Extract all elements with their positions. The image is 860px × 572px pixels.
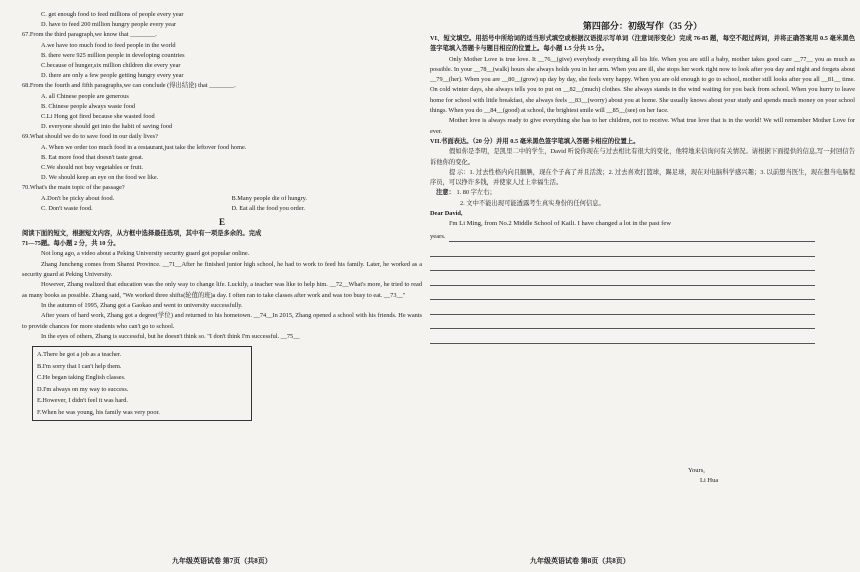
option-line: A.we have too much food to feed people in the world bbox=[41, 41, 176, 49]
question-67: 67.From the third paragraph,we know that ________. bbox=[22, 31, 157, 39]
letter-opening-cont: years. bbox=[430, 233, 446, 241]
option-line: D. We should keep an eye on the food we like. bbox=[41, 174, 159, 182]
closing: Yours, bbox=[688, 467, 705, 474]
passage-paragraph: Mother love is always ready to give everything she has to her children, not to receive. What true love that is in the world! We will remember Mother Love for ever. bbox=[430, 117, 855, 135]
section-vii-instruction: VII.书面表达。（20 分）并用 0.5 毫米黑色签字笔填入答题卡相应的位置上。 bbox=[430, 137, 640, 145]
part-four-heading: 第四部分：初级写作（35 分） bbox=[582, 21, 703, 31]
writing-line[interactable] bbox=[430, 242, 815, 257]
option-line: D. everyone should get into the habit of saving food bbox=[41, 123, 173, 131]
note-item: 2. 文中不能出现可能透露考生真实身份的任何信息。 bbox=[460, 199, 605, 207]
passage-paragraph: Zhang Juncheng comes from Shanxi Province. __71__After he finished junior high school, he had to work to feed his family. Later, he worked as a security guard at Peking University. bbox=[22, 260, 422, 279]
left-page bbox=[22, 0, 422, 572]
writing-line[interactable] bbox=[430, 300, 815, 315]
writing-line[interactable] bbox=[430, 286, 815, 301]
letter-signoff bbox=[688, 466, 718, 485]
passage-paragraph: Not long ago, a video about a Peking University security guard got popular online. bbox=[41, 250, 250, 258]
option-line: D. there are only a few people getting hungry every year bbox=[41, 72, 184, 80]
passage-paragraph: In the eyes of others, Zhang is successful, but he doesn't think so. "I don't think I'm successful. __75__ bbox=[41, 332, 300, 340]
option-c: C. Don't waste food. bbox=[41, 204, 93, 212]
option-row bbox=[22, 194, 422, 204]
box-option: F.When he was young, his family was very poor. bbox=[37, 408, 160, 416]
box-option: E.However, I didn't feel it was hard. bbox=[37, 397, 128, 405]
notes-label-row bbox=[430, 188, 855, 198]
option-line: B. Chinese people always waste food bbox=[41, 102, 136, 110]
box-option: D.I'm always on my way to success. bbox=[37, 385, 129, 393]
box-option: C.He began taking English classes. bbox=[37, 374, 126, 382]
option-row bbox=[22, 204, 422, 214]
writing-line[interactable] bbox=[449, 232, 815, 242]
box-option: B.I'm sorry that I can't help them. bbox=[37, 362, 122, 370]
question-70: 70.What's the main topic of the passage? bbox=[22, 184, 125, 192]
writing-prompt: 假如你是李明，是凯里二中的学生，David 听说你现在与过去相比有很大的变化，他特地来信询问有关情况。请根据下面提供的信息,写一封回信告诉他你的变化。 bbox=[430, 148, 855, 166]
option-line: A. When we order too much food in a restaurant,just take the leftover food home. bbox=[41, 143, 247, 151]
letter-opening: I'm Li Ming, from No.2 Middle School of Kaili. I have changed a lot in the past few bbox=[449, 220, 672, 228]
option-d: D. Eat all the food you order. bbox=[231, 204, 305, 212]
option-b: B.Many people die of hungry. bbox=[231, 194, 307, 202]
option-line: C. get enough food to feed millions of people every year bbox=[41, 11, 184, 18]
passage-paragraph: In the autumn of 1995, Zhang got a Gaokao and went to university successfully. bbox=[41, 301, 243, 309]
option-line: D. have to feed 200 million hungry people every year bbox=[41, 21, 176, 29]
page-footer: 九年级英语试卷 第7页（共8页） bbox=[172, 557, 272, 565]
salutation: Dear David, bbox=[430, 209, 463, 217]
option-a: A.Don't be picky about food. bbox=[41, 194, 115, 202]
section-e-instruction: 阅读下面的短文，根据短文内容，从方框中选择最佳选项，其中有一项是多余的。完成 bbox=[22, 230, 262, 238]
question-69: 69.What should we do to save food in our daily lives? bbox=[22, 133, 158, 141]
option-line: C.Li Hong got fired because she wasted food bbox=[41, 113, 155, 121]
option-line: B. there were 925 million people in developing countries bbox=[41, 51, 185, 59]
writing-hints: 提 示：1. 过去性格内向且腼腆，现在个子高了并且活泼；2. 过去喜欢打篮球，踢足球，现在对电脑科学感兴趣；3. 以前想当医生，现在想当电脑程序员，可以挣许多钱，并使家人过上幸福生活。 bbox=[430, 168, 855, 187]
passage-paragraph: After years of hard work, Zhang got a degree(学位) and returned to his hometown. __74__In 2015, Zhang opened a school with his friends. He wants to provide chances for more students who can't go to school. bbox=[22, 312, 422, 330]
section-vi-instruction: VI、短文填空。用括号中所给词的适当形式填空或根据汉语提示写单词（注意词形变化）完成 76-85 题，每空不超过两词，并将正确答案用 0.5 毫米黑色签字笔填入答题卡与题目相应的位置上。每小题 1.5 分共 15 分。 bbox=[430, 35, 855, 53]
option-line: C.because of hunger,six million children die every year bbox=[41, 62, 181, 70]
page-footer: 九年级英语试卷 第8页（共8页） bbox=[530, 557, 630, 565]
note-item: 1. 80 字左右； bbox=[456, 189, 496, 197]
options-box bbox=[32, 346, 252, 421]
option-line: B. Eat more food that doesn't taste great. bbox=[41, 153, 144, 161]
option-line: C.We should not buy vegetables or fruit. bbox=[41, 164, 143, 172]
passage-paragraph: Only Mother Love is true love. It __76__(give) everybody everything all his life. When you are still a baby, mother takes good care __77__ you as much as possible. In your __78__(walk) hours she always holds you in her arm. When you are ill, she stops her work right now to look after you day and night and forgets about __79__(her). When you are __80__(grow) up day by day, she feels very happy. When you are old enough to go to school, mother still looks after you all __81__ time. On cold winter days, she always tells you to put on __82__(much) clothes. She always stands in the wind waiting for you back from school. When you hurry to leave home for school with little breakfast, she always feels __83__(worry) about you at home. She usually knows about your study and spends much money on your school things. When you do __84__(good) at school, the brightest smile will __85__(see) on her face. bbox=[430, 55, 855, 115]
signature: Li Hua bbox=[700, 476, 719, 484]
passage-paragraph: However, Zhang realized that education was the only way to change life. Luckily, a teacher was like to help him. __72__What's more, he tried to read as many books as possible. Zhang said, "We worked three shifts(轮值的班)a day. I often ran to take classes after work and was too busy to eat. __73__" bbox=[22, 281, 422, 299]
writing-line[interactable] bbox=[430, 271, 815, 286]
writing-area[interactable] bbox=[430, 242, 815, 344]
option-line: A. all Chinese people are generous bbox=[41, 92, 129, 100]
writing-line[interactable] bbox=[430, 329, 815, 344]
section-e-instruction: 71—75题。每小题 2 分，共 10 分。 bbox=[22, 240, 120, 248]
question-68: 68.From the fourth and fifth paragraphs,we can conclude (得出结论) that ________. bbox=[22, 82, 236, 90]
notes-label: 注意： bbox=[436, 189, 455, 197]
writing-line[interactable] bbox=[430, 315, 815, 330]
writing-line[interactable] bbox=[430, 257, 815, 272]
section-e-letter: E bbox=[218, 217, 225, 228]
right-page bbox=[430, 0, 855, 572]
box-option: A.There he got a job as a teacher. bbox=[37, 351, 122, 359]
first-writing-row bbox=[430, 229, 855, 242]
